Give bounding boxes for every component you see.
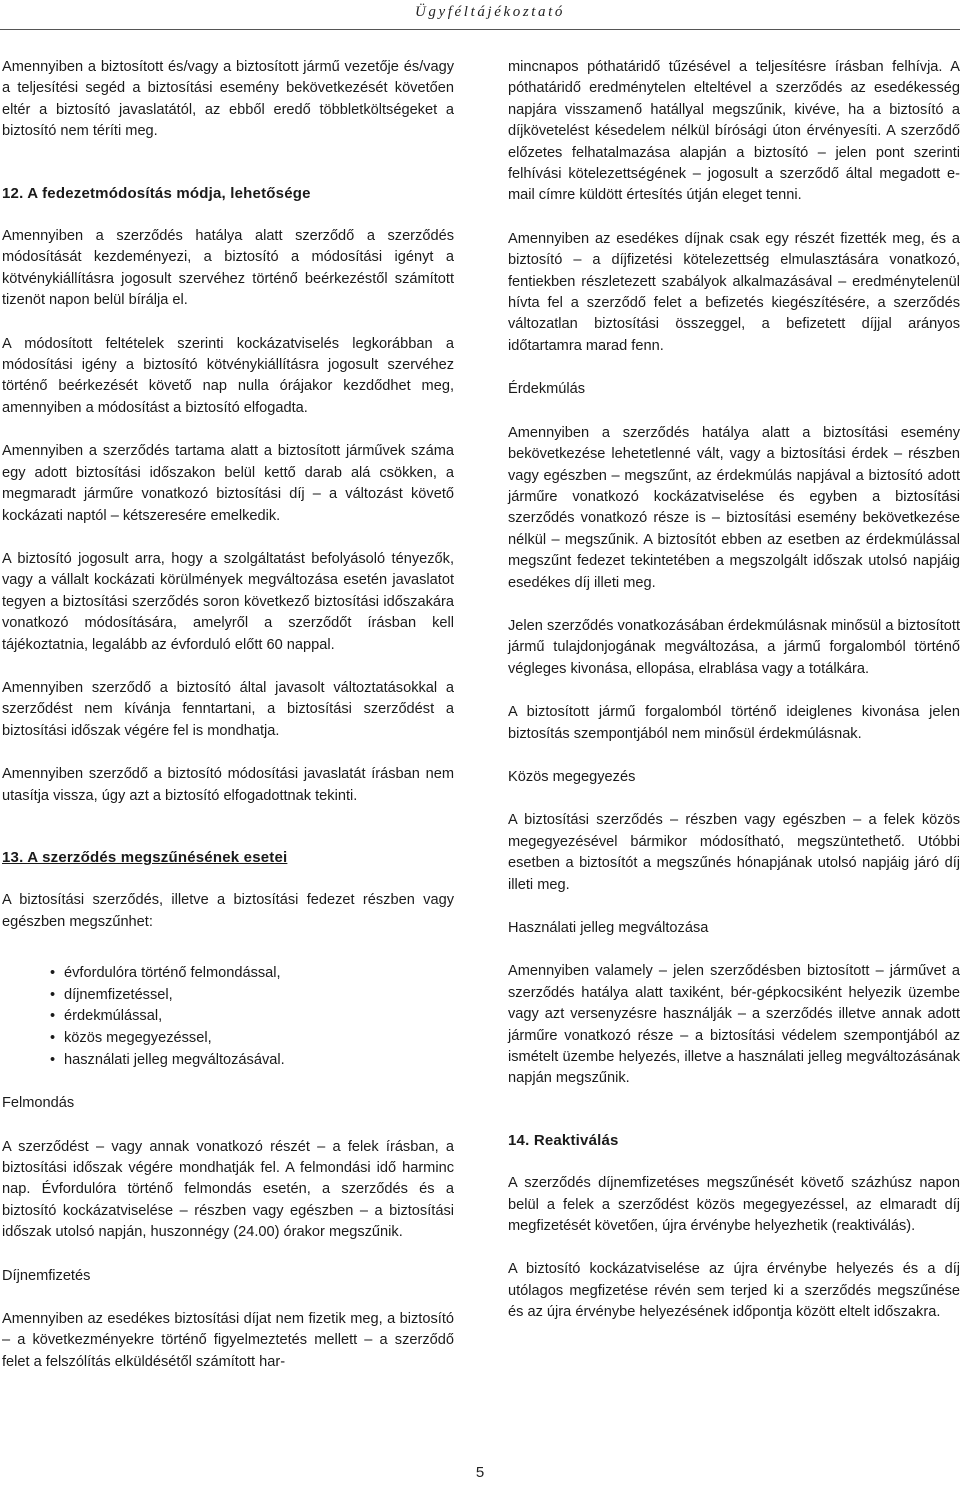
erdekmulas-paragraph-3: A biztosított jármű forgalomból történő ideiglenes kivonása jelen biztosítás szempontjából nem minősül érdekmúlásnak. [508, 704, 960, 742]
section-12-paragraph-5: Amennyiben szerződő a biztosító által javasolt változtatásokkal a szerződést nem kívánja fenntartani, a biztosítási szerződést a biztosítási időszak végére fel is mondhatja. [2, 679, 454, 739]
section-14-paragraph-2: A biztosító kockázatviselése az újra érvénybe helyezés és a díj utólagos megfizetése révén sem terjed ki a szerződés megszűnése és az újra érvénybe helyezésének időpontja között eltelt időszakra. [508, 1261, 960, 1321]
list-item: • évfordulóra történő felmondással, [42, 963, 454, 985]
dijnemfizetes-paragraph: Amennyiben az esedékes biztosítási díjat nem fizetik meg, a biztosító – a következményekre történő figyelmeztetés mellett – a szerződő felet a felszólítás elküldésétől számított har- [2, 1311, 454, 1370]
list-item: • használati jelleg megváltozásával. [42, 1050, 454, 1072]
section-12-paragraph-1: Amennyiben a szerződés hatálya alatt szerződő a szerződés módosítását kezdeményezi, a biztosító a módosítási igényt a kötvénykiállításra jogosult szervéhez történő beérkezéstől számított tizenöt napon belül bírálja el. [2, 228, 454, 309]
hasznalati-jelleg-subheading: Használati jelleg megváltozása [508, 920, 709, 936]
dijnemfizetes-subheading: Díjnemfizetés [2, 1267, 91, 1284]
partial-payment-paragraph: Amennyiben az esedékes díjnak csak egy részét fizették meg, és a biztosító – a díjfizetési kötelezettség elmulasztására vonatkozó, fentiekben részletezett szabályok alkalmazásával – eredménytelenül hívta fel a szerződő felet a befizetés kiegészítésére, a szerződés változatlan biztosítási összeggel, a befizetett díjjal arányos időtartamra marad fenn. [508, 230, 960, 354]
hasznalati-jelleg-paragraph: Amennyiben valamely – jelen szerződésben biztosított – járművet a szerződés hatálya alatt taxiként, bér-gépkocsiként helyezik üzembe vagy azt versenyzésre használják – a szerződés illetve annak adott járműre vonatkozó része – a biztosítási védelem szempontjából az ismételt üzembe helyezés, illetve a használati jelleg megváltozásának napján megszűnik. [508, 963, 960, 1087]
section-12-paragraph-4: A biztosító jogosult arra, hogy a szolgáltatást befolyásoló tényezők, vagy a vállalt kockázati körülmények megváltozása esetén javaslatot tegyen a biztosítási szerződés soron következő biztosítási időszakára vonatkozó módosítására, amelyről a szerződőt írásban kell tájékoztatnia, legalább az évforduló előtt 60 nappal. [2, 550, 454, 653]
list-item: • díjnemfizetéssel, [42, 985, 454, 1007]
section-14-heading: 14. Reaktiválás [508, 1131, 619, 1149]
section-13-intro: A biztosítási szerződés, illetve a biztosítási fedezet részben vagy egészben megszűnhet: [2, 892, 454, 930]
erdekmulas-paragraph-1: Amennyiben a szerződés hatálya alatt a biztosítási esemény bekövetkezése lehetetlenné vált, vagy a biztosítási érdek – részben vagy egészben – megszűnt, az érdekmúlás napjával a biztosító adott járműre vonatkozó kockázatviselése és egyben a biztosítási szerződés vonatkozó része is – biztosítási esemény bekövetkezése nélkül – megszűnik. A biztosítót ebben az esetben az érdekmúlással megszűnt fedezet tekintetében a megszolgált időszak utolsó napjáig esedékes díj illeti meg. [508, 424, 960, 591]
dijnemfizetes-continuation: mincnapos póthatáridő tűzésével a teljesítésre írásban felhívja. A póthatáridő eredménytelen elteltével a szerződés az esedékesség napjára visszamenő hatállyal megszűnik, kivéve, ha a biztosító a díjkövetelést késedelem nélkül bírósági úton érvényesíti. A szerződő előzetes felhatalmazása alapján a biztosító – jelen pont szerinti felhívási kötelezettségének – jogosult a szerződő által megadott e-mail címre küldött értesítés útján eleget tenni. [508, 59, 960, 204]
section-12-paragraph-6: Amennyiben szerződő a biztosító módosítási javaslatát írásban nem utasítja vissza, úgy azt a biztosító elfogadottnak tekinti. [2, 766, 454, 804]
page-header [0, 0, 960, 30]
left-column [2, 57, 454, 1373]
section-14-paragraph-1: A szerződés díjnemfizetéses megszűnését követő százhúsz napon belül a felek a szerződést közös megegyezéssel, az elmaradt díj megfizetését követően, újra érvénybe helyezhetik (reaktiválás). [508, 1175, 960, 1235]
erdekmulas-subheading: Érdekmúlás [508, 381, 586, 398]
felmondas-subheading: Felmondás [2, 1095, 75, 1112]
erdekmulas-paragraph-2: Jelen szerződés vonatkozásában érdekmúlásnak minősül a biztosított jármű tulajdonjogának megváltozása, a jármű forgalomból történő végleges kivonása, ellopása, elrablása vagy a totálkára. [508, 617, 960, 677]
section-13-heading: 13. A szerződés megszűnésének esetei [2, 848, 288, 866]
felmondas-paragraph: A szerződést – vagy annak vonatkozó részét – a felek írásban, a biztosítási időszak végére mondhatják fel. A felmondási idő harminc nap. Évfordulóra történő felmondás esetén, a szerződés és a biztosító kockázatviselése – részben vagy egészben – a biztosítási időszak utolsó napján, huszonnégy (24.00) órakor megszűnik. [2, 1138, 454, 1241]
page-number: 5 [475, 1464, 485, 1481]
kozos-megegyezes-paragraph: A biztosítási szerződés – részben vagy egészben – a felek közös megegyezésével bármikor módosítható, megszüntethető. Utóbbi esetben a biztosítót a megszűnés hónapjának utolsó napjáig járó díj illeti meg. [508, 812, 960, 893]
header-title: Ügyféltájékoztató [414, 4, 565, 20]
header-rule [0, 29, 960, 30]
termination-cases-list [2, 963, 454, 1071]
kozos-megegyezes-subheading: Közös megegyezés [508, 768, 636, 785]
section-12-heading: 12. A fedezetmódosítás módja, lehetősége [2, 184, 311, 202]
section-12-paragraph-3: Amennyiben a szerződés tartama alatt a biztosított járművek száma egy adott biztosítási időszakon belül kettő darab alá csökken, a megmaradt járműre vonatkozó biztosítási díj – a változást követő kockázati naptól – kétszeresére emelkedik. [2, 443, 454, 524]
intro-paragraph: Amennyiben a biztosított és/vagy a biztosított jármű vezetője és/vagy a teljesítési segéd a biztosítási esemény bekövetkezését követően eltér a biztosító javaslatától, az ebből eredő többletköltségeket a biztosító nem téríti meg. [2, 59, 454, 140]
right-column [508, 57, 960, 1324]
section-12-paragraph-2: A módosított feltételek szerinti kockázatviselés legkorábban a módosítási igény a biztosító kötvénykiállításra jogosult szervéhez történő beérkezését követő nap nulla órájakor kezdődhet meg, amennyiben a módosítást a biztosító elfogadta. [2, 335, 454, 416]
list-item: • érdekmúlással, [42, 1006, 454, 1028]
list-item: • közös megegyezéssel, [42, 1028, 454, 1050]
